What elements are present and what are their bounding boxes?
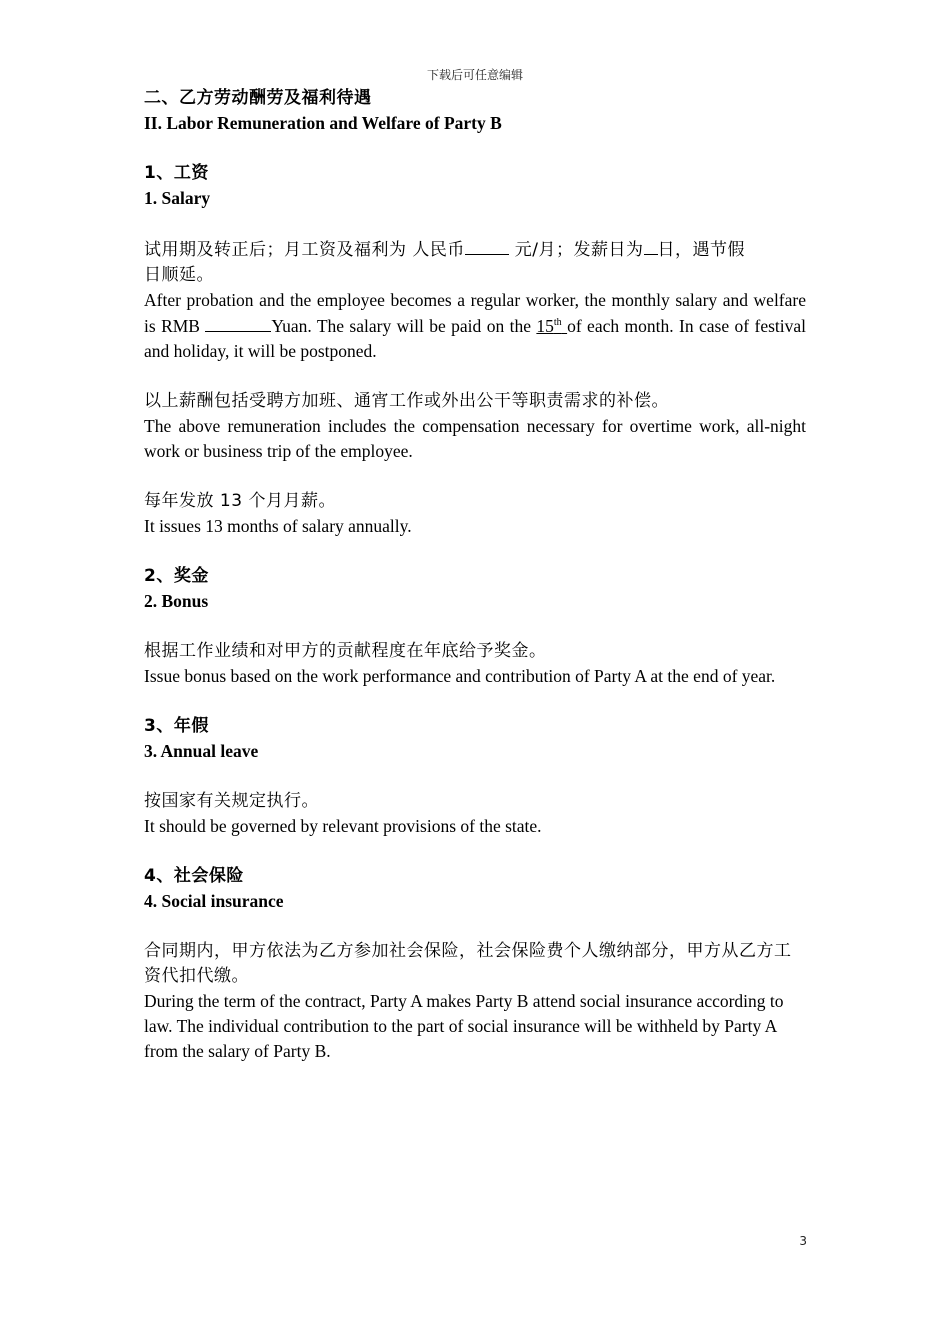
salary-text: 元/月；发薪日为	[508, 240, 644, 260]
salary-amount-blank[interactable]	[465, 236, 509, 255]
salary-paragraph-zh	[144, 236, 806, 288]
social-insurance-paragraph-en: During the term of the contract, Party A makes Party B attend social insurance according to law. The individual contribution to the part of social insurance will be withheld by Party A from the salary of Party B.	[144, 991, 784, 1061]
annual-leave-paragraph-zh: 按国家有关规定执行。	[144, 791, 319, 811]
header-note: 下载后可任意编辑	[426, 68, 523, 82]
salary-heading-en: 1. Salary	[144, 188, 211, 208]
social-insurance-heading-zh: 4、社会保险	[144, 866, 244, 886]
salary-amount-blank[interactable]	[205, 313, 271, 332]
thirteen-months-en: It issues 13 months of salary annually.	[144, 516, 412, 536]
social-insurance-heading-en: 4. Social insurance	[144, 891, 284, 911]
salary-text: 日顺延。	[144, 265, 214, 285]
annual-leave-heading-zh: 3、年假	[144, 716, 209, 736]
payday-value: 15th	[536, 316, 562, 336]
bonus-heading-zh: 2、奖金	[144, 566, 209, 586]
salary-text: 试用期及转正后；月工资及福利为 人民币	[144, 240, 465, 260]
thirteen-months-zh: 每年发放 13 个月月薪。	[144, 491, 336, 511]
social-insurance-paragraph-zh: 合同期内，甲方依法为乙方参加社会保险，社会保险费个人缴纳部分，甲方从乙方工资代扣代缴。	[144, 941, 792, 986]
page-number: 3	[799, 1234, 807, 1248]
annual-leave-heading-en: 3. Annual leave	[144, 741, 259, 761]
section-title-zh: 二、乙方劳动酬劳及福利待遇	[144, 88, 372, 108]
remuneration-note-en: The above remuneration includes the compensation necessary for overtime work, all-night work or business trip of the employee.	[144, 416, 806, 461]
salary-text: of each month. In case of festival and holiday, it will be postponed.	[144, 316, 806, 361]
document-body	[144, 86, 806, 1064]
salary-text: Yuan. The salary will be paid on the	[271, 316, 537, 336]
salary-paragraph-en	[144, 288, 806, 364]
salary-text: After probation and the employee becomes a regular worker, the monthly salary and welfare is RMB	[144, 290, 806, 336]
remuneration-note-zh: 以上薪酬包括受聘方加班、通宵工作或外出公干等职责需求的补偿。	[144, 391, 669, 411]
bonus-heading-en: 2. Bonus	[144, 591, 209, 611]
bonus-paragraph-en: Issue bonus based on the work performance and contribution of Party A at the end of year.	[144, 666, 776, 686]
section-title-en: II. Labor Remuneration and Welfare of Party B	[144, 113, 502, 133]
payday-blank[interactable]	[644, 236, 658, 255]
annual-leave-paragraph-en: It should be governed by relevant provisions of the state.	[144, 816, 542, 836]
salary-heading-zh: 1、工资	[144, 163, 209, 183]
bonus-paragraph-zh: 根据工作业绩和对甲方的贡献程度在年底给予奖金。	[144, 641, 547, 661]
salary-text: 日，遇节假	[657, 240, 746, 260]
